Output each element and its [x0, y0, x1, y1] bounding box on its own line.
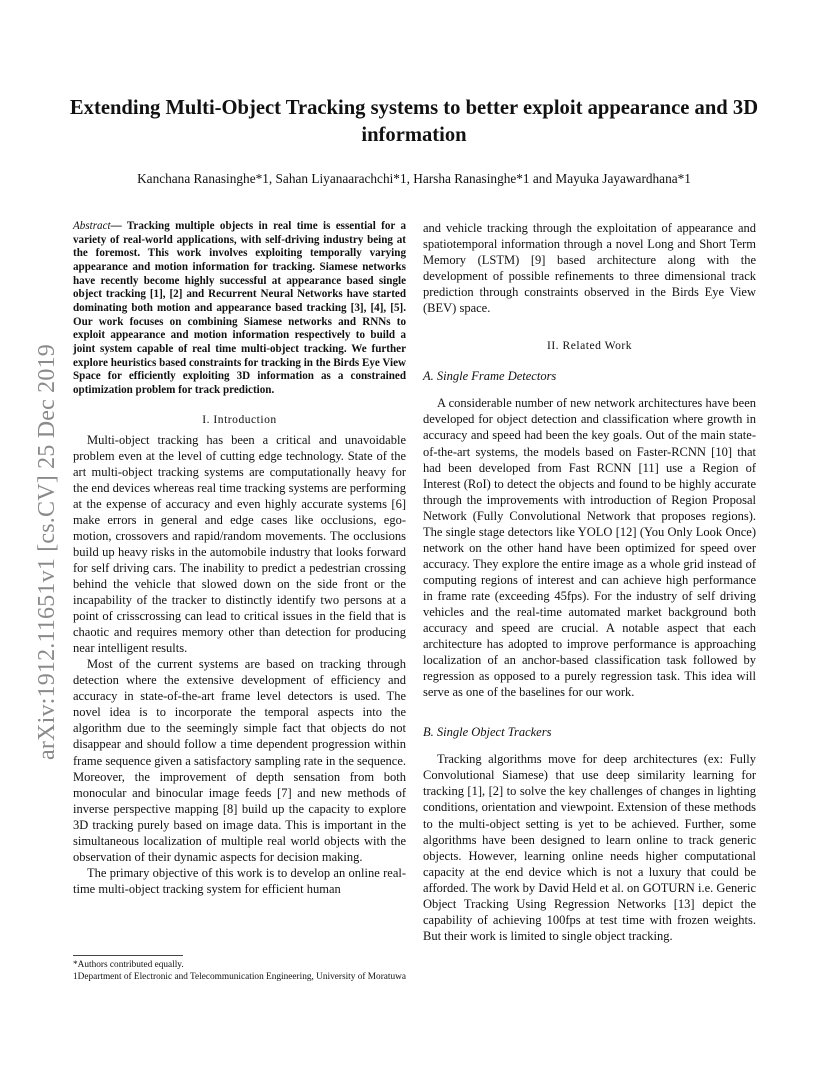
footnote-equal-contribution: *Authors contributed equally.	[73, 960, 184, 970]
intro-paragraph-3: The primary objective of this work is to develop an online real-time multi-object tracking system for efficient human	[73, 865, 406, 896]
section-heading-introduction: I. Introduction	[202, 412, 277, 426]
arxiv-sidebar-stamp: arXiv:1912.11651v1 [cs.CV] 25 Dec 2019	[34, 344, 60, 760]
abstract-text: — Tracking multiple objects in real time is essential for a variety of real-world applications, with self-driving industry being at the foremost. This work involves exploiting temporally varying appearance and motion information for tracking. Siamese networks have recently become highly successful at appearance based single object tracking [1], [2] and Recurrent Neural Networks have started dominating both motion and appearance based tracking [3], [4], [5]. Our work focuses on combining Siamese networks and RNNs to exploit appearance and motion information respectively to build a joint system capable of real time multi-object tracking. We further explore heuristics based constraints for tracking in the Birds Eye View Space for efficiently exploiting 3D information as a constrained optimization problem for track prediction.	[73, 220, 407, 396]
subsection-heading-single-object-trackers: B. Single Object Trackers	[423, 725, 552, 740]
paper-title: Extending Multi-Object Tracking systems to better exploit appearance and 3D information	[69, 97, 759, 146]
footnote-affiliation: 1Department of Electronic and Telecommunication Engineering, University of Moratuwa	[73, 971, 406, 982]
footnotes	[73, 955, 406, 983]
intro-paragraph-3-continued: and vehicle tracking through the exploitation of appearance and spatiotemporal information through a novel Long and Short Term Memory (LSTM) [9] based architecture along with the development of possible refinements to three dimensional track prediction through constraints observed in the Birds Eye View (BEV) space.	[423, 221, 756, 316]
abstract-label: Abstract	[73, 220, 111, 232]
single-object-trackers-paragraph: Tracking algorithms move for deep architectures (ex: Fully Convolutional Siamese) that use deep similarity learning for tracking [1], [2] to solve the key challenges of changes in lighting conditions, orientation and viewpoint. Extension of these methods to the multi-object setting is yet to be achieved. Further, some algorithms have been designed to learn online to track generic objects. However, learning online needs higher computational capacity at the end device which is not a luxury that could be afforded. The work by David Held et al. on GOTURN i.e. Generic Object Tracking Using Regression Networks [13] depict the capability of achieving 100fps at test time with frozen weights. But their work is limited to single object tracking.	[423, 752, 756, 943]
subsection-heading-single-frame-detectors: A. Single Frame Detectors	[423, 369, 557, 384]
right-column	[423, 220, 756, 944]
single-frame-detectors-paragraph: A considerable number of new network architectures have been developed for object detection and classification where growth in accuracy and speed had been the key goals. Out of the main state-of-the-art systems, the models based on Faster-RCNN [10] that had been developed from Fast RCNN [11] use a Region of Interest (RoI) to detect the objects and found to be highly accurate through the improvements with introduction of Region Proposal Network (Fully Convolutional Network that proposes regions). The single stage detectors like YOLO [12] (You Only Look Once) network on the other hand have been optimized for speed over accuracy. They explore the entire image as a whole grid instead of computing regions of interest and can achieve high performance in frame rate (exceeding 45fps). For the industry of self driving vehicles and the real-time automated market background both accuracy and speed are crucial. A notable aspect that each architecture has adopted to improve performance is approaching localization of an anchor-based classification task followed by regression as opposed to a purely regression task. This idea will serve as one of the baselines for our work.	[423, 396, 756, 700]
footnote-rule	[73, 955, 183, 956]
abstract	[73, 220, 406, 398]
author-list: Kanchana Ranasinghe*1, Sahan Liyanaarachchi*1, Harsha Ranasinghe*1 and Mayuka Jayawardhana*1	[137, 171, 691, 186]
intro-paragraph-1: Multi-object tracking has been a critical and unavoidable problem even at the level of cutting edge technology. State of the art multi-object tracking systems are computationally heavy for the end devices whereas real time tracking systems are performing at the expense of accuracy and even highly accurate systems [6] make errors in general and edge cases like occlusions, ego-motion, crossovers and rapid/random movements. The occlusions build up heavy risks in the automobile industry that looks forward for self driving cars. The inability to predict a pedestrian crossing behind the vehicle that slowed down on the side front or the incapability of the tracker to distinctly identify two persons at a point of crisscrossing can lead to critical issues in the field that is chaotic and requires memory other than detection for producing near intelligent results.	[73, 432, 406, 656]
section-heading-related-work: II. Related Work	[546, 339, 633, 353]
left-column	[73, 220, 406, 897]
intro-paragraph-2: Most of the current systems are based on tracking through detection where the extensive development of efficiency and accuracy in state-of-the-art frame level detectors is used. The novel idea is to incorporate the temporal aspects into the algorithm due to the seemingly simple fact that objects do not disappear and should follow a time dependent progression within frame sequence given a satisfactory sampling rate in the sequence. Moreover, the improvement of depth sensation from both monocular and binocular image feeds [7] and new methods of inverse perspective mapping [8] build up the capacity to explore 3D tracking purely based on image data. This is important in the simultaneous localization of multiple real world objects with the observation of their dynamic aspects for decision making.	[73, 657, 406, 864]
